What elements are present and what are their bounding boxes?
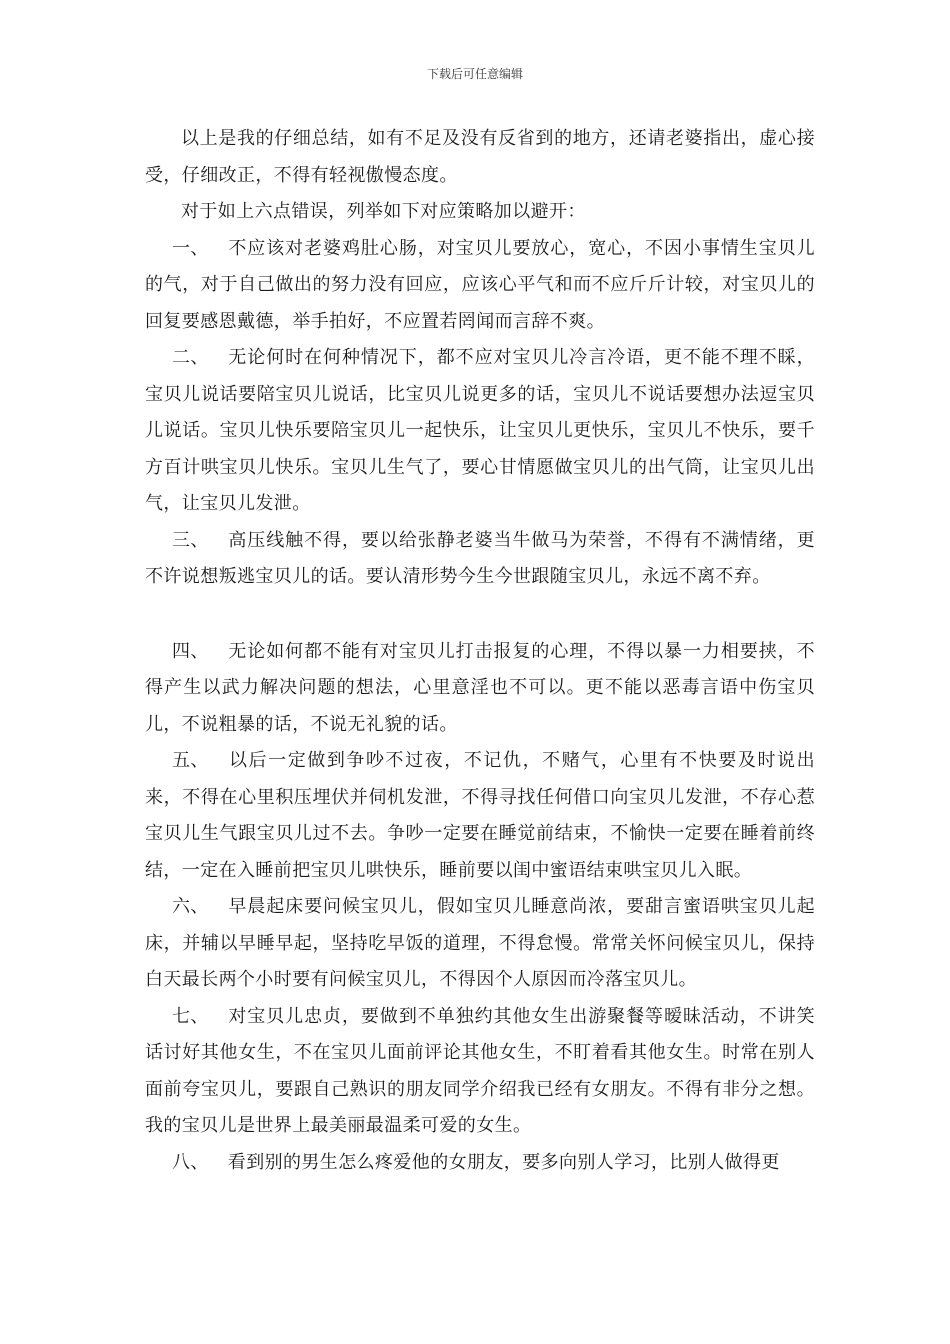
paragraph-intro-strategies: 对于如上六点错误，列举如下对应策略加以避开： xyxy=(181,201,586,222)
list-item-3 xyxy=(145,523,815,596)
list-item-2 xyxy=(145,340,815,523)
paragraph-intro-summary: 以上是我的仔细总结，如有不足及没有反省到的地方，还请老婆指出，虚心接受，仔细改正，不得有轻视傲慢态度。 xyxy=(145,128,815,186)
list-item-number: 二、 xyxy=(172,347,209,368)
list-item-6 xyxy=(145,889,815,999)
list-item-number: 一、 xyxy=(172,237,209,259)
list-item-number: 七、 xyxy=(172,1005,209,1027)
list-item-number: 三、 xyxy=(172,529,209,551)
list-item-text: 以后一定做到争吵不过夜，不记仇，不赌气，心里有不快要及时说出来，不得在心里积压埋伏并伺机发泄，不得寻找任何借口向宝贝儿发泄，不存心惹宝贝儿生气跟宝贝儿过不去。争吵一定要在睡觉前结束，不愉快一定要在睡着前终结，一定在入睡前把宝贝儿哄快乐，睡前要以闺中蜜语结束哄宝贝儿入眠。 xyxy=(145,750,815,881)
list-item-7 xyxy=(145,999,815,1145)
list-item-number: 五、 xyxy=(172,750,209,771)
list-item-4 xyxy=(145,634,815,744)
list-item-text: 高压线触不得，要以给张静老婆当牛做马为荣誉，不得有不满情绪，更不许说想叛逃宝贝儿的话。要认清形势今生今世跟随宝贝儿，永远不离不弃。 xyxy=(145,529,815,587)
list-item-text: 看到别的男生怎么疼爱他的女朋友，要多向别人学习，比别人做得更 xyxy=(227,1151,780,1173)
list-item-5 xyxy=(145,743,815,889)
list-item-text: 不应该对老婆鸡肚心肠，对宝贝儿要放心，宽心，不因小事情生宝贝儿的气，对于自己做出的努力没有回应，应该心平气和而不应斤斤计较，对宝贝儿的回复要感恩戴德，举手拍好，不应置若罔闻而言辞不爽。 xyxy=(145,237,815,332)
list-item-number: 六、 xyxy=(172,896,209,917)
list-item-text: 无论如何都不能有对宝贝儿打击报复的心理，不得以暴一力相要挟，不得产生以武力解决问题的想法，心里意淫也不可以。更不能以恶毒言语中伤宝贝儿，不说粗暴的话，不说无礼貌的话。 xyxy=(145,640,815,735)
list-item-number: 四、 xyxy=(172,640,209,662)
list-item-text: 无论何时在何种情况下，都不应对宝贝儿冷言冷语，更不能不理不睬，宝贝儿说话要陪宝贝儿说话，比宝贝儿说更多的话，宝贝儿不说话要想办法逗宝贝儿说话。宝贝儿快乐要陪宝贝儿一起快乐，让宝贝儿更快乐，宝贝儿不快乐，要千方百计哄宝贝儿快乐。宝贝儿生气了，要心甘情愿做宝贝儿的出气筒，让宝贝儿出气，让宝贝儿发泄。 xyxy=(145,347,815,514)
list-item-number: 八、 xyxy=(172,1151,209,1173)
list-item-1 xyxy=(145,231,815,341)
page-header: 下载后可任意编辑 xyxy=(426,67,523,81)
document-body xyxy=(145,121,815,1181)
list-item-8 xyxy=(145,1145,815,1182)
list-item-text: 对宝贝儿忠贞，要做到不单独约其他女生出游聚餐等暧昧活动，不讲笑话讨好其他女生，不在宝贝儿面前评论其他女生，不盯着看其他女生。时常在别人面前夸宝贝儿，要跟自己熟识的朋友同学介绍我已经有女朋友。不得有非分之想。我的宝贝儿是世界上最美丽最温柔可爱的女生。 xyxy=(145,1005,815,1136)
list-item-text: 早晨起床要问候宝贝儿，假如宝贝儿睡意尚浓，要甜言蜜语哄宝贝儿起床，并辅以早睡早起，坚持吃早饭的道理，不得怠慢。常常关怀问候宝贝儿，保持白天最长两个小时要有问候宝贝儿，不得因个人原因而冷落宝贝儿。 xyxy=(145,896,815,990)
blank-line xyxy=(145,596,815,634)
